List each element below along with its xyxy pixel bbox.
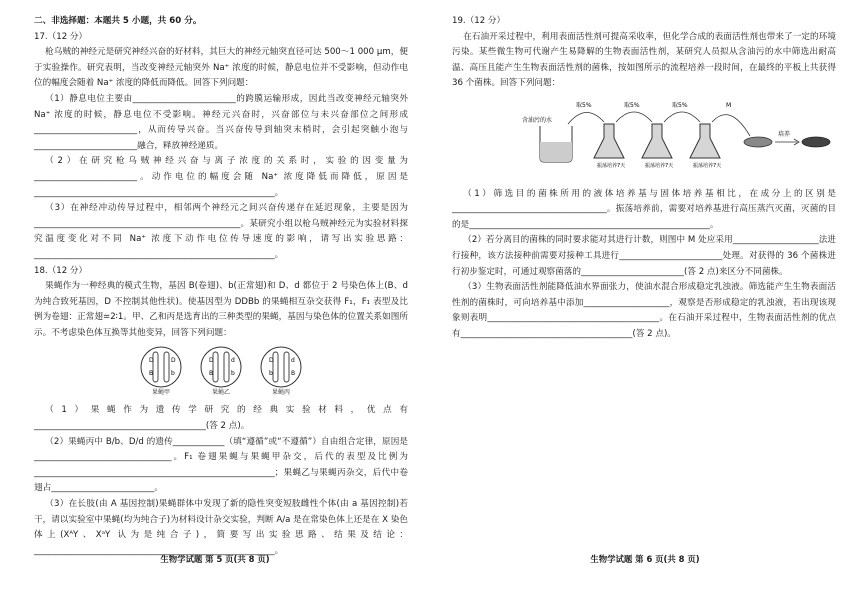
culture-label: 培养	[778, 130, 791, 138]
svg-text:D: D	[171, 357, 176, 365]
svg-text:B: B	[291, 370, 296, 378]
svg-text:d: d	[291, 357, 295, 365]
screening-flow-diagram	[452, 96, 836, 174]
transfer-label-3: 取5%	[672, 101, 688, 109]
transfer-label-1: 取5%	[576, 101, 592, 109]
fly-jia-diagram	[138, 345, 184, 401]
svg-text:b: b	[269, 370, 273, 378]
q18-part-3: （3）在长肢(由 A 基因控制)果蝇群体中发现了新的隐性突变短肢雌性个体(由 a 基因控制)若干，请以实验室中果蝇(均为纯合子)为材料设计杂交实验，判断 A/a 是在常染色体上还是在 X 染色体上(XᴬY、XᵃY 认为是纯合子)，简要写出实验思路、结果及结论：________________________________________________________。	[34, 499, 408, 556]
fly-yi-caption: 果蝇乙	[211, 389, 230, 397]
svg-text:B: B	[209, 370, 214, 378]
q17-part-3: （3）在神经冲动传导过程中，相邻两个神经元之间兴奋传递存在延迟现象，主要是因为________________________________________________。某研究小组以枪乌贼神经元为实验材料探究温度变化对不同 Na⁺ 浓度下动作电位传导速度的影响，请写出实验思路：________________________________________________________。	[34, 203, 408, 260]
plate-1-icon	[744, 137, 772, 147]
q17-part-1: （1）静息电位主要由________________________的跨膜运输形成，因此当改变神经元轴突外 Na⁺ 浓度的时候，静息电位不受影响。神经元兴奋时，兴奋部位与未兴奋部位之间形成________________________，从而传导兴奋。当兴奋传导到轴突末梢时，会引起突触小泡与________________________融合，释放神经递质。	[34, 93, 408, 151]
q17-intro: 枪乌贼的神经元是研究神经兴奋的好材料，其巨大的神经元轴突直径可达 500～1 000 μm，便于实验操作。研究表明，当改变神经元轴突外 Na⁺ 浓度的时候，静息电位并不受影响，但动作电位的幅度会随着 Na⁺ 浓度的降低而降低。回答下列问题：	[34, 47, 408, 89]
cell-yi-icon	[198, 345, 244, 389]
flask-1-label: 振荡培养7天	[597, 162, 626, 169]
q19-part-1: （1）筛选目的菌株所用的液体培养基与固体培养基相比，在成分上的区别是____________________________________。振荡培养前，需要对培养基进行高压蒸汽灭菌，灭菌的目的是________________________________________________________。	[452, 188, 836, 230]
page-6-content	[452, 14, 836, 343]
page-5-content	[34, 14, 408, 559]
svg-text:b: b	[171, 370, 175, 378]
svg-text:B: B	[149, 370, 154, 378]
q19-number: 19.（12 分）	[452, 16, 506, 26]
q18-part-2: （2）果蝇丙中 B/b、D/d 的遗传____________（填“遵循”或“不遵循”）自由组合定律，原因是________________________________。F₁ 卷翅果蝇与果蝇甲杂交，后代的表型及比例为________________________________________________________；果蝇乙与果蝇丙杂交，后代中卷翅占________________________。	[34, 436, 408, 494]
q18-number: 18.（12 分）	[34, 265, 88, 276]
source-water-label: 含油污的水	[522, 116, 553, 124]
q19-part-2: （2）若分离目的菌株的同时要求能对其进行计数，则图中 M 处应采用____________________法进行接种，该方法接种前需要对接种工具进行________________________处理。对获得的 36 个菌株进行初步鉴定时，可通过观察菌落的________________________(答 2 点)来区分不同菌株。	[452, 235, 836, 277]
q18-intro: 果蝇作为一种经典的模式生物，基因 B(卷翅)、b(正常翅)和 D、d 都位于 2 号染色体上(B、d 为纯合致死基因，D 不控制其他性状)。使基因型为 DDBb 的果蝇相互杂交获得 F₁，F₁ 表型及比例为卷翅：正常翅=2∶1。甲、乙和丙是选育出的三种类型的果蝇，基因与染色体的位置关系如图所示。不考虑染色体互换等其他变异，回答下列问题：	[34, 281, 408, 338]
q19-part-3: （3）生物表面活性剂能降低油水界面张力，使油水混合形成稳定乳浊液。筛选能产生生物表面活性剂的菌株时，可向培养基中添加____________________，观察是否形成稳定的乳浊液，若出现该现象则表明________________________________________。在石油开采过程中，生物表面活性剂的优点有________________________________________(答 2 点)。	[452, 282, 836, 339]
exam-page-6	[430, 0, 860, 596]
flask-3	[690, 124, 721, 169]
flask-1	[594, 124, 625, 169]
q17-part-2: （2）在研究枪乌贼神经兴奋与离子浓度的关系时，实验的因变量为________________________。动作电位的幅度会随 Na⁺ 浓度降低而降低，原因是________________________________________________________。	[34, 156, 408, 198]
fly-bing-caption: 果蝇丙	[271, 389, 290, 397]
svg-text:D: D	[209, 357, 214, 365]
svg-text:d: d	[231, 357, 235, 365]
svg-text:b: b	[231, 370, 235, 378]
flask-3-label: 振荡培养7天	[693, 162, 722, 169]
q19-intro: 在石油开采过程中，利用表面活性剂可提高采收率，但化学合成的表面活性剂也带来了一定的环境污染。某些微生物可代谢产生易降解的生物表面活性剂，某研究人员拟从含油污的水中筛选出耐高温、高压且能产生生物表面活性剂的菌株，按如图所示的流程培养一段时间，在最终的平板上共获得 36 个菌株。回答下列问题：	[452, 31, 836, 89]
flask-2-label: 振荡培养7天	[645, 162, 674, 169]
svg-text:D: D	[269, 357, 274, 365]
page-6-footer: 生物学试题 第 6 页(共 8 页)	[590, 554, 700, 564]
fly-yi-diagram	[198, 345, 244, 401]
fly-jia-caption: 果蝇甲	[151, 389, 170, 397]
page-5-footer: 生物学试题 第 5 页(共 8 页)	[160, 554, 270, 564]
cell-bing-icon	[258, 345, 304, 389]
chromosome-figure	[34, 345, 408, 401]
method-m-label: M	[726, 101, 732, 109]
plate-2-icon	[802, 137, 830, 147]
section-title: 二、非选择题：本题共 5 小题，共 60 分。	[34, 16, 202, 26]
q18-part-1: （1）果蝇作为遗传学研究的经典实验材料，优点有________________________________________(答 2 点)。	[34, 405, 408, 432]
svg-text:D: D	[149, 357, 154, 365]
transfer-label-2: 取5%	[624, 101, 640, 109]
q17-number: 17.（12 分）	[34, 31, 88, 42]
cell-jia-icon	[138, 345, 184, 389]
fly-bing-diagram	[258, 345, 304, 401]
flask-2	[642, 124, 673, 169]
